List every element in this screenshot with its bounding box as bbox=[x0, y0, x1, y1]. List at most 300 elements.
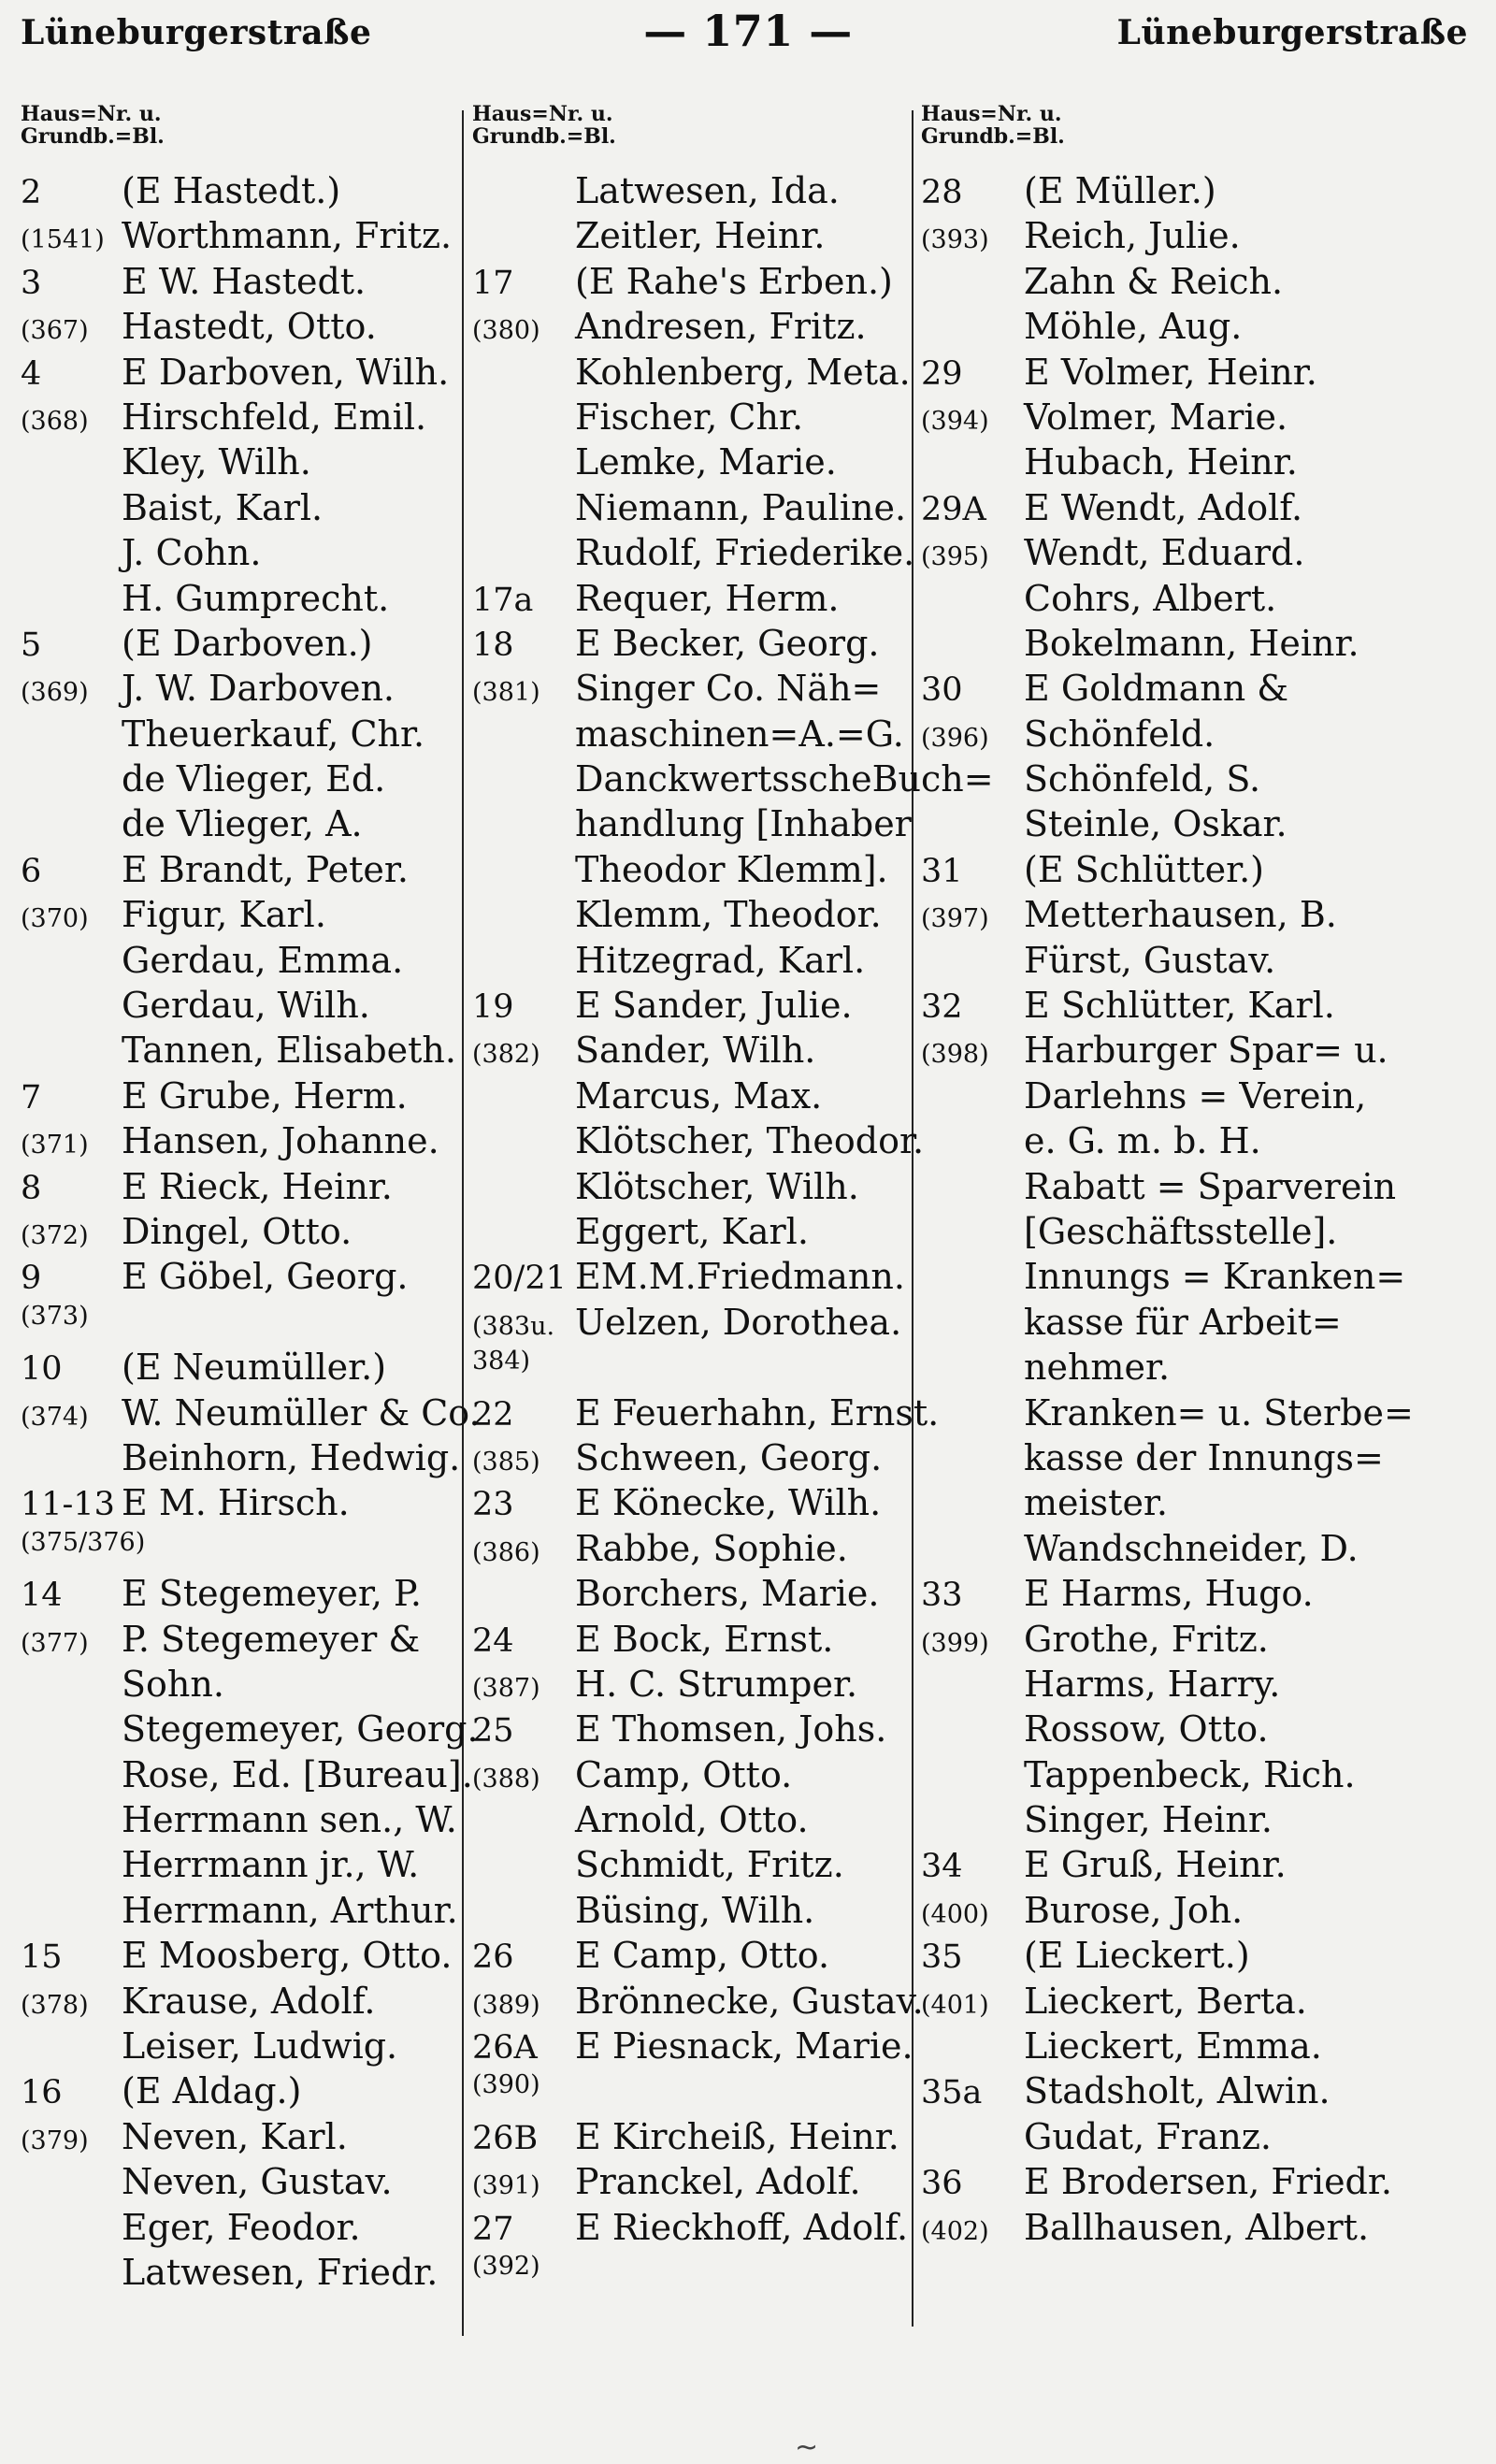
house-number: 2 bbox=[21, 174, 42, 211]
directory-entry bbox=[21, 487, 488, 532]
entry-text: Gerdau, Wilh. bbox=[122, 985, 370, 1027]
entry-text: Rabatt = Sparverein bbox=[1024, 1165, 1397, 1207]
directory-entry bbox=[921, 1437, 1482, 1482]
directory-entry bbox=[21, 1302, 488, 1347]
directory-entry bbox=[472, 1437, 949, 1482]
directory-entry bbox=[21, 2116, 488, 2161]
house-number: 11-13 bbox=[21, 1486, 115, 1524]
directory-entry bbox=[921, 2025, 1482, 2070]
directory-entry bbox=[472, 1981, 949, 2025]
directory-entry bbox=[921, 1030, 1482, 1074]
running-header-right: Lüneburgerstraße bbox=[1116, 13, 1468, 52]
house-number: 384) bbox=[472, 1347, 531, 1376]
house-number: (372) bbox=[21, 1220, 89, 1250]
directory-entry bbox=[472, 487, 949, 532]
column-head bbox=[21, 103, 488, 170]
directory-entry bbox=[472, 1619, 949, 1664]
directory-entry bbox=[21, 1981, 488, 2025]
directory-entry bbox=[21, 396, 488, 441]
entry-text: Hansen, Johanne. bbox=[122, 1120, 439, 1162]
entry-text: E W. Hastedt. bbox=[122, 260, 367, 302]
directory-entry bbox=[21, 668, 488, 713]
page-number: — 171 — bbox=[643, 6, 853, 56]
entry-text: Wandschneider, D. bbox=[1024, 1527, 1359, 1569]
directory-entry bbox=[21, 2207, 488, 2252]
directory-entry bbox=[21, 578, 488, 623]
directory-entry bbox=[921, 1347, 1482, 1391]
directory-entry bbox=[921, 1844, 1482, 1889]
entry-text: Fischer, Chr. bbox=[575, 396, 804, 438]
house-number: 28 bbox=[921, 174, 963, 211]
house-number: 7 bbox=[21, 1078, 42, 1117]
entry-text: E Schlütter, Karl. bbox=[1024, 985, 1335, 1027]
house-number: 3 bbox=[21, 264, 42, 302]
entry-text: Neven, Gustav. bbox=[122, 2161, 393, 2203]
house-number: 36 bbox=[921, 2165, 963, 2203]
directory-entry bbox=[472, 352, 949, 396]
directory-entry bbox=[921, 1754, 1482, 1799]
directory-entry bbox=[921, 894, 1482, 939]
house-number: (399) bbox=[921, 1628, 989, 1658]
directory-entry bbox=[21, 352, 488, 396]
house-number: (369) bbox=[21, 678, 89, 708]
entry-text: H. C. Strumper. bbox=[575, 1663, 858, 1705]
directory-entry bbox=[921, 1573, 1482, 1618]
entry-text: E Bock, Ernst. bbox=[575, 1618, 834, 1660]
entry-text: Uelzen, Dorothea. bbox=[575, 1301, 902, 1343]
entry-text: Eggert, Karl. bbox=[575, 1210, 809, 1252]
entry-list bbox=[21, 170, 488, 2297]
house-number: (401) bbox=[921, 1990, 989, 2020]
column-head-line: Haus=Nr. u. bbox=[472, 102, 613, 126]
house-number: (386) bbox=[472, 1537, 540, 1567]
directory-entry bbox=[921, 487, 1482, 532]
directory-entry bbox=[21, 849, 488, 894]
directory-entry bbox=[21, 2025, 488, 2070]
directory-entry bbox=[472, 2207, 949, 2252]
entry-text: J. W. Darboven. bbox=[122, 668, 396, 710]
entry-text: E Camp, Otto. bbox=[575, 1935, 830, 1977]
entry-text: Pranckel, Adolf. bbox=[575, 2161, 861, 2203]
house-number: (368) bbox=[21, 406, 89, 436]
column-head-line: Grundb.=Bl. bbox=[921, 124, 1065, 149]
house-number: 29A bbox=[921, 490, 986, 528]
directory-entry bbox=[21, 1844, 488, 1889]
house-number: (388) bbox=[472, 1764, 540, 1794]
entry-text: (E Darboven.) bbox=[122, 622, 373, 664]
house-number: 19 bbox=[472, 988, 514, 1027]
directory-entry bbox=[472, 1754, 949, 1799]
entry-text: Hitzegrad, Karl. bbox=[575, 939, 866, 981]
directory-entry bbox=[472, 1166, 949, 1211]
entry-text: Gudat, Franz. bbox=[1024, 2115, 1272, 2157]
house-number: (394) bbox=[921, 406, 989, 436]
entry-text: Borchers, Marie. bbox=[575, 1573, 880, 1615]
directory-entry bbox=[921, 1619, 1482, 1664]
directory-entry bbox=[21, 1708, 488, 1753]
entry-text: Grothe, Fritz. bbox=[1024, 1618, 1269, 1660]
directory-entry bbox=[921, 306, 1482, 351]
entry-text: meister. bbox=[1024, 1482, 1169, 1524]
entry-text: E Volmer, Heinr. bbox=[1024, 351, 1317, 393]
column-head-line: Grundb.=Bl. bbox=[21, 124, 165, 149]
entry-text: Büsing, Wilh. bbox=[575, 1889, 815, 1931]
entry-text: Sander, Wilh. bbox=[575, 1030, 816, 1072]
house-number: 20/21 bbox=[472, 1260, 567, 1298]
house-number: 9 bbox=[21, 1260, 42, 1298]
house-number: (398) bbox=[921, 1040, 989, 1070]
entry-text: Zeitler, Heinr. bbox=[575, 215, 826, 257]
entry-text: E Piesnack, Marie. bbox=[575, 2025, 913, 2068]
house-number: (380) bbox=[472, 316, 540, 346]
directory-entry bbox=[472, 940, 949, 985]
entry-text: E Göbel, Georg. bbox=[122, 1256, 409, 1298]
entry-text: Schönfeld, S. bbox=[1024, 758, 1261, 800]
directory-entry bbox=[921, 215, 1482, 260]
directory-entry bbox=[921, 170, 1482, 215]
directory-entry bbox=[21, 170, 488, 215]
directory-entry bbox=[472, 2116, 949, 2161]
entry-text: Tannen, Elisabeth. bbox=[122, 1030, 456, 1072]
house-number: 5 bbox=[21, 626, 42, 664]
directory-entry bbox=[21, 2252, 488, 2297]
house-number: 26 bbox=[472, 1938, 514, 1977]
directory-entry bbox=[21, 2161, 488, 2206]
directory-entry bbox=[921, 441, 1482, 486]
directory-entry bbox=[21, 215, 488, 260]
entry-text: de Vlieger, A. bbox=[122, 803, 363, 845]
entry-text: Rudolf, Friederike. bbox=[575, 532, 915, 574]
directory-entry bbox=[21, 1890, 488, 1935]
entry-text: Volmer, Marie. bbox=[1024, 396, 1288, 438]
directory-entry bbox=[21, 713, 488, 758]
directory-entry bbox=[472, 1392, 949, 1437]
directory-entry bbox=[921, 1075, 1482, 1120]
directory-entry bbox=[921, 758, 1482, 803]
house-number: 33 bbox=[921, 1577, 963, 1615]
directory-entry bbox=[921, 1166, 1482, 1211]
entry-text: Stegemeyer, Georg. bbox=[122, 1708, 479, 1751]
entry-text: Kohlenberg, Meta. bbox=[575, 351, 911, 393]
column-head bbox=[472, 103, 949, 170]
entry-text: Dingel, Otto. bbox=[122, 1210, 352, 1252]
entry-text: E Rieck, Heinr. bbox=[122, 1165, 393, 1207]
directory-entry bbox=[21, 1619, 488, 1664]
directory-entry bbox=[472, 1347, 949, 1391]
directory-entry bbox=[21, 1347, 488, 1391]
directory-entry bbox=[472, 578, 949, 623]
house-number: (387) bbox=[472, 1673, 540, 1703]
entry-text: Rossow, Otto. bbox=[1024, 1708, 1269, 1751]
directory-entry bbox=[472, 396, 949, 441]
entry-text: Herrmann sen., W. bbox=[122, 1799, 457, 1841]
directory-entry bbox=[472, 803, 949, 848]
directory-entry bbox=[921, 713, 1482, 758]
house-number: (1541) bbox=[21, 225, 105, 255]
house-number: 17 bbox=[472, 264, 514, 302]
directory-entry bbox=[21, 532, 488, 577]
entry-text: Schönfeld. bbox=[1024, 713, 1216, 755]
entry-text: E Darboven, Wilh. bbox=[122, 351, 450, 393]
entry-text: Brönnecke, Gustav. bbox=[575, 1980, 924, 2022]
entry-text: Lieckert, Berta. bbox=[1024, 1980, 1307, 2022]
directory-entry bbox=[472, 2252, 949, 2297]
entry-list bbox=[921, 170, 1482, 2252]
entry-text: E Thomsen, Johs. bbox=[575, 1708, 887, 1751]
entry-text: handlung [Inhaber bbox=[575, 803, 912, 845]
entry-text: Worthmann, Fritz. bbox=[122, 215, 453, 257]
directory-entry bbox=[921, 1482, 1482, 1527]
directory-entry bbox=[921, 2161, 1482, 2206]
entry-text: E Feuerhahn, Ernst. bbox=[575, 1391, 940, 1434]
entry-text: Neven, Karl. bbox=[122, 2115, 348, 2157]
entry-text: Sohn. bbox=[122, 1663, 224, 1705]
pencil-mark: ~ bbox=[795, 2431, 819, 2464]
house-number: 27 bbox=[472, 2210, 514, 2248]
house-number: (390) bbox=[472, 2070, 540, 2100]
directory-entry bbox=[472, 1890, 949, 1935]
house-number: 34 bbox=[921, 1848, 963, 1886]
directory-entry bbox=[472, 713, 949, 758]
entry-text: E Sander, Julie. bbox=[575, 985, 853, 1027]
directory-entry bbox=[21, 1664, 488, 1708]
house-number: 8 bbox=[21, 1169, 42, 1207]
entry-text: EM.M.Friedmann. bbox=[575, 1256, 905, 1298]
column-head-line: Grundb.=Bl. bbox=[472, 124, 616, 149]
directory-entry bbox=[21, 1030, 488, 1074]
entry-text: e. G. m. b. H. bbox=[1024, 1120, 1261, 1162]
directory-entry bbox=[921, 2116, 1482, 2161]
entry-text: E Brodersen, Friedr. bbox=[1024, 2161, 1392, 2203]
entry-text: E Becker, Georg. bbox=[575, 622, 880, 664]
directory-entry bbox=[921, 1664, 1482, 1708]
entry-text: H. Gumprecht. bbox=[122, 577, 390, 619]
entry-text: Metterhausen, B. bbox=[1024, 894, 1337, 936]
entry-text: Andresen, Fritz. bbox=[575, 306, 867, 348]
directory-entry bbox=[921, 623, 1482, 668]
entry-text: Herrmann jr., W. bbox=[122, 1844, 420, 1886]
column-head-line: Haus=Nr. u. bbox=[921, 102, 1062, 126]
house-number: (374) bbox=[21, 1402, 89, 1432]
entry-text: Kranken= u. Sterbe= bbox=[1024, 1391, 1414, 1434]
house-number: 26B bbox=[472, 2119, 539, 2157]
entry-text: Beinhorn, Hedwig. bbox=[122, 1436, 461, 1478]
directory-column-3 bbox=[921, 103, 1482, 2252]
entry-text: Fürst, Gustav. bbox=[1024, 939, 1276, 981]
directory-entry bbox=[921, 1528, 1482, 1573]
directory-entry bbox=[921, 1981, 1482, 2025]
house-number: (379) bbox=[21, 2125, 89, 2155]
column-head-line: Haus=Nr. u. bbox=[21, 102, 162, 126]
directory-entry bbox=[921, 1211, 1482, 1256]
house-number: (402) bbox=[921, 2216, 989, 2246]
directory-entry bbox=[21, 985, 488, 1030]
directory-entry bbox=[921, 2207, 1482, 2252]
entry-text: E Rieckhoff, Adolf. bbox=[575, 2206, 909, 2248]
directory-entry bbox=[21, 1482, 488, 1527]
directory-entry bbox=[472, 215, 949, 260]
entry-text: Camp, Otto. bbox=[575, 1753, 793, 1795]
entry-text: E Goldmann & bbox=[1024, 668, 1289, 710]
directory-entry bbox=[21, 623, 488, 668]
directory-entry bbox=[921, 396, 1482, 441]
entry-text: Stadsholt, Alwin. bbox=[1024, 2070, 1331, 2112]
entry-text: kasse für Arbeit= bbox=[1024, 1301, 1342, 1343]
entry-text: Klötscher, Wilh. bbox=[575, 1165, 859, 1207]
house-number: (378) bbox=[21, 1990, 89, 2020]
entry-text: Gerdau, Emma. bbox=[122, 939, 404, 981]
entry-text: E M. Hirsch. bbox=[122, 1482, 350, 1524]
entry-text: Burose, Joh. bbox=[1024, 1889, 1244, 1931]
entry-text: Ballhausen, Albert. bbox=[1024, 2206, 1370, 2248]
house-number: (373) bbox=[21, 1301, 89, 1331]
entry-text: Schmidt, Fritz. bbox=[575, 1844, 844, 1886]
directory-entry bbox=[472, 441, 949, 486]
house-number: 16 bbox=[21, 2074, 63, 2112]
directory-entry bbox=[472, 668, 949, 713]
directory-entry bbox=[921, 532, 1482, 577]
entry-text: Hastedt, Otto. bbox=[122, 306, 377, 348]
directory-entry bbox=[921, 352, 1482, 396]
directory-entry bbox=[472, 1030, 949, 1074]
directory-entry bbox=[472, 1799, 949, 1844]
house-number: (389) bbox=[472, 1990, 540, 2020]
directory-entry bbox=[921, 1890, 1482, 1935]
directory-entry bbox=[472, 758, 994, 803]
entry-text: Figur, Karl. bbox=[122, 894, 326, 936]
running-header-left: Lüneburgerstraße bbox=[21, 13, 372, 52]
directory-entry bbox=[921, 1708, 1482, 1753]
house-number: (397) bbox=[921, 904, 989, 934]
directory-entry bbox=[472, 1302, 949, 1347]
directory-entry bbox=[921, 940, 1482, 985]
house-number: (375/376) bbox=[21, 1527, 146, 1557]
entry-text: (E Schlütter.) bbox=[1024, 848, 1264, 890]
entry-text: Lemke, Marie. bbox=[575, 441, 837, 483]
directory-entry bbox=[472, 306, 949, 351]
entry-text: Rose, Ed. [Bureau]. bbox=[122, 1753, 473, 1795]
entry-text: Klemm, Theodor. bbox=[575, 894, 882, 936]
house-number: (367) bbox=[21, 316, 89, 346]
directory-entry bbox=[472, 1935, 949, 1980]
entry-text: W. Neumüller & Co. bbox=[122, 1391, 481, 1434]
directory-entry bbox=[21, 1935, 488, 1980]
house-number: (371) bbox=[21, 1131, 89, 1160]
directory-entry bbox=[21, 1166, 488, 1211]
directory-entry bbox=[472, 1075, 949, 1120]
entry-text: Niemann, Pauline. bbox=[575, 486, 907, 528]
directory-entry bbox=[472, 985, 949, 1030]
directory-entry bbox=[921, 2070, 1482, 2115]
entry-text: Lieckert, Emma. bbox=[1024, 2025, 1322, 2068]
entry-text: nehmer. bbox=[1024, 1347, 1171, 1389]
house-number: 10 bbox=[21, 1350, 63, 1389]
entry-text: Schween, Georg. bbox=[575, 1436, 883, 1478]
directory-entry bbox=[21, 1075, 488, 1120]
house-number: 18 bbox=[472, 626, 514, 664]
entry-text: kasse der Innungs= bbox=[1024, 1436, 1384, 1478]
directory-entry bbox=[21, 1754, 488, 1799]
entry-text: Kley, Wilh. bbox=[122, 441, 311, 483]
directory-entry bbox=[21, 441, 488, 486]
directory-entry bbox=[472, 1664, 949, 1708]
directory-entry bbox=[921, 1120, 1482, 1165]
entry-text: E Könecke, Wilh. bbox=[575, 1482, 882, 1524]
house-number: 6 bbox=[21, 852, 42, 890]
entry-text: Reich, Julie. bbox=[1024, 215, 1241, 257]
entry-text: Marcus, Max. bbox=[575, 1074, 823, 1117]
entry-text: E Kircheiß, Heinr. bbox=[575, 2115, 899, 2157]
house-number: 17a bbox=[472, 581, 534, 619]
entry-text: Latwesen, Ida. bbox=[575, 170, 840, 211]
directory-entry bbox=[472, 623, 949, 668]
entry-text: Tappenbeck, Rich. bbox=[1024, 1753, 1356, 1795]
entry-text: Klötscher, Theodor. bbox=[575, 1120, 925, 1162]
directory-column-1 bbox=[21, 103, 488, 2297]
directory-entry bbox=[472, 532, 949, 577]
directory-entry bbox=[21, 1120, 488, 1165]
directory-entry bbox=[921, 261, 1482, 306]
directory-entry bbox=[21, 2070, 488, 2115]
entry-text: E Gruß, Heinr. bbox=[1024, 1844, 1287, 1886]
directory-entry bbox=[921, 803, 1482, 848]
house-number: 23 bbox=[472, 1486, 514, 1524]
directory-entry bbox=[472, 261, 949, 306]
house-number: 24 bbox=[472, 1621, 514, 1660]
directory-entry bbox=[472, 170, 949, 215]
entry-text: maschinen=A.=G. bbox=[575, 713, 904, 755]
entry-text: de Vlieger, Ed. bbox=[122, 758, 386, 800]
entry-text: (E Rahe's Erben.) bbox=[575, 260, 893, 302]
house-number: (391) bbox=[472, 2171, 540, 2201]
directory-entry bbox=[21, 306, 488, 351]
entry-text: E Stegemeyer, P. bbox=[122, 1573, 422, 1615]
entry-text: Leiser, Ludwig. bbox=[122, 2025, 398, 2068]
entry-text: Harms, Harry. bbox=[1024, 1663, 1281, 1705]
directory-entry bbox=[472, 1708, 949, 1753]
directory-entry bbox=[472, 894, 949, 939]
entry-text: E Grube, Herm. bbox=[122, 1074, 408, 1117]
directory-entry bbox=[472, 2070, 949, 2115]
directory-entry bbox=[921, 668, 1482, 713]
house-number: 4 bbox=[21, 354, 42, 393]
directory-entry bbox=[21, 1211, 488, 1256]
entry-text: (E Aldag.) bbox=[122, 2070, 302, 2112]
directory-entry bbox=[21, 1256, 488, 1301]
entry-text: Theodor Klemm]. bbox=[575, 848, 888, 890]
directory-entry bbox=[921, 1935, 1482, 1980]
house-number: 25 bbox=[472, 1712, 514, 1751]
entry-text: Krause, Adolf. bbox=[122, 1980, 376, 2022]
entry-text: (E Müller.) bbox=[1024, 170, 1216, 211]
house-number: 31 bbox=[921, 852, 963, 890]
entry-text: Innungs = Kranken= bbox=[1024, 1256, 1406, 1298]
entry-text: (E Neumüller.) bbox=[122, 1347, 387, 1389]
entry-text: Darlehns = Verein, bbox=[1024, 1074, 1367, 1117]
entry-text: Baist, Karl. bbox=[122, 486, 324, 528]
entry-text: Hubach, Heinr. bbox=[1024, 441, 1298, 483]
entry-text: E Wendt, Adolf. bbox=[1024, 486, 1303, 528]
directory-entry bbox=[21, 1437, 488, 1482]
house-number: 30 bbox=[921, 671, 963, 710]
directory-entry bbox=[472, 1256, 949, 1301]
entry-text: P. Stegemeyer & bbox=[122, 1618, 421, 1660]
directory-entry bbox=[921, 578, 1482, 623]
house-number: (396) bbox=[921, 723, 989, 753]
entry-text: (E Lieckert.) bbox=[1024, 1935, 1250, 1977]
entry-text: Eger, Feodor. bbox=[122, 2206, 361, 2248]
entry-text: J. Cohn. bbox=[122, 532, 262, 574]
